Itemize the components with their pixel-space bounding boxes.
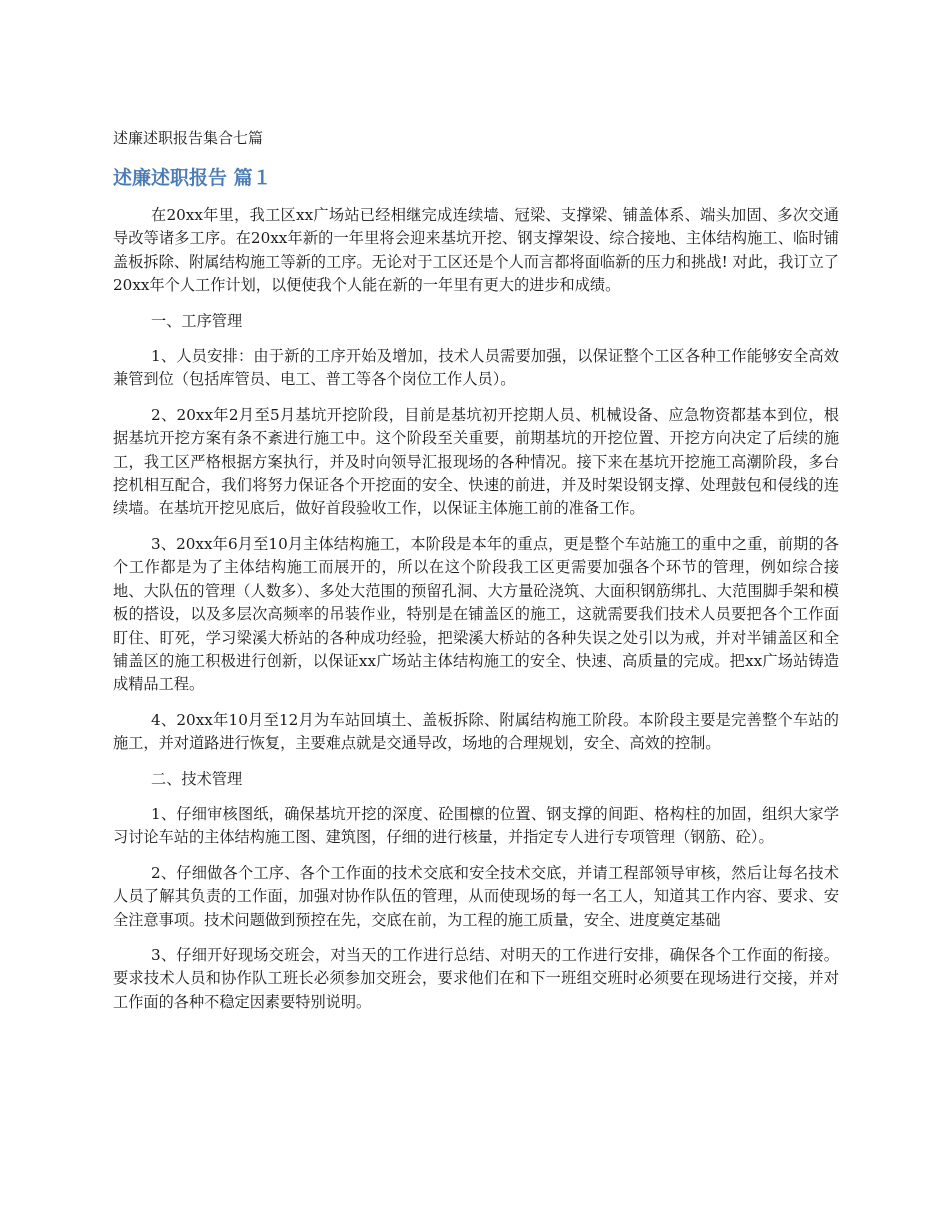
section-title-technical-management: 二、技术管理 bbox=[151, 769, 243, 788]
paragraph-drawing-review: 1、仔细审核图纸，确保基坑开挖的深度、砼围檩的位置、钢支撑的间距、格构柱的加固，组织大家学习讨论车站的主体结构施工图、建筑图，仔细的进行核量，并指定专人进行专项管理（钢筋、砼）。 bbox=[113, 804, 839, 847]
intro-paragraph: 在20xx年里，我工区xx广场站已经相继完成连续墙、冠梁、支撑梁、铺盖体系、端头加固、多次交通导改等诸多工序。在20xx年新的一年里将会迎来基坑开挖、钢支撑架设、综合接地、主体结构施工、临时铺盖板拆除、附属结构施工等新的工序。无论对于工区还是个人而言都将面临新的压力和挑战! 对此，我订立了20xx年个人工作计划，以便使我个人能在新的一年里有更大的进步和成绩。 bbox=[113, 206, 839, 295]
paragraph-main-structure-phase: 3、20xx年6月至10月主体结构施工，本阶段是本年的重点，更是整个车站施工的重中之重，前期的各个工作都是为了主体结构施工而展开的，所以在这个阶段我工区更需要加强各个环节的管理，例如综合接地、大队伍的管理（人数多）、多处大范围的预留孔洞、大方量砼浇筑、大面积钢筋绑扎、大范围脚手架和模板的搭设，以及多层次高频率的吊装作业，特别是在铺盖区的施工，这就需要我们技术人员要把各个工作面盯住、盯死，学习梁溪大桥站的各种成功经验，把梁溪大桥站的各种失误之处引以为戒，并对半铺盖区和全铺盖区的施工积极进行创新，以保证xx广场站主体结构施工的安全、快速、高质量的完成。把xx广场站铸造成精品工程。 bbox=[113, 534, 839, 694]
paragraph-excavation-phase: 2、20xx年2月至5月基坑开挖阶段，目前是基坑初开挖期人员、机械设备、应急物资都基本到位，根据基坑开挖方案有条不紊进行施工中。这个阶段至关重要，前期基坑的开挖位置、开挖方向决定了后续的施工，我工区严格根据方案执行，并及时向领导汇报现场的各种情况。接下来在基坑开挖施工高潮阶段，多台挖机相互配合，我们将努力保证各个开挖面的安全、快速的前进，并及时架设钢支撑、处理鼓包和侵线的连续墙。在基坑开挖见底后，做好首段验收工作，以保证主体施工前的准备工作。 bbox=[113, 405, 839, 518]
document-body bbox=[113, 204, 839, 1026]
paragraph-backfill-phase: 4、20xx年10月至12月为车站回填土、盖板拆除、附属结构施工阶段。本阶段主要是完善整个车站的施工，并对道路进行恢复，主要难点就是交通导改，场地的合理规划，安全、高效的控制。 bbox=[113, 710, 839, 753]
document-title: 述廉述职报告集合七篇 bbox=[113, 129, 264, 147]
paragraph-shift-meeting: 3、仔细开好现场交班会，对当天的工作进行总结、对明天的工作进行安排，确保各个工作面的衔接。要求技术人员和协作队工班长必须参加交班会，要求他们在和下一班组交班时必须要在现场进行交接，并对工作面的各种不稳定因素要特别说明。 bbox=[113, 945, 839, 1011]
paragraph-staffing: 1、人员安排：由于新的工序开始及增加，技术人员需要加强，以保证整个工区各种工作能够安全高效兼管到位（包括库管员、电工、普工等各个岗位工作人员）。 bbox=[113, 347, 839, 389]
section-heading: 述廉述职报告 篇１ bbox=[113, 167, 272, 189]
paragraph-technical-briefing: 2、仔细做各个工序、各个工作面的技术交底和安全技术交底，并请工程部领导审核，然后让每名技术人员了解其负责的工作面，加强对协作队伍的管理，从而使现场的每一名工人，知道其工作内容、要求、安全注意事项。技术问题做到预控在先，交底在前，为工程的施工质量，安全、进度奠定基础 bbox=[113, 863, 839, 929]
section-title-process-management: 一、工序管理 bbox=[151, 311, 243, 330]
